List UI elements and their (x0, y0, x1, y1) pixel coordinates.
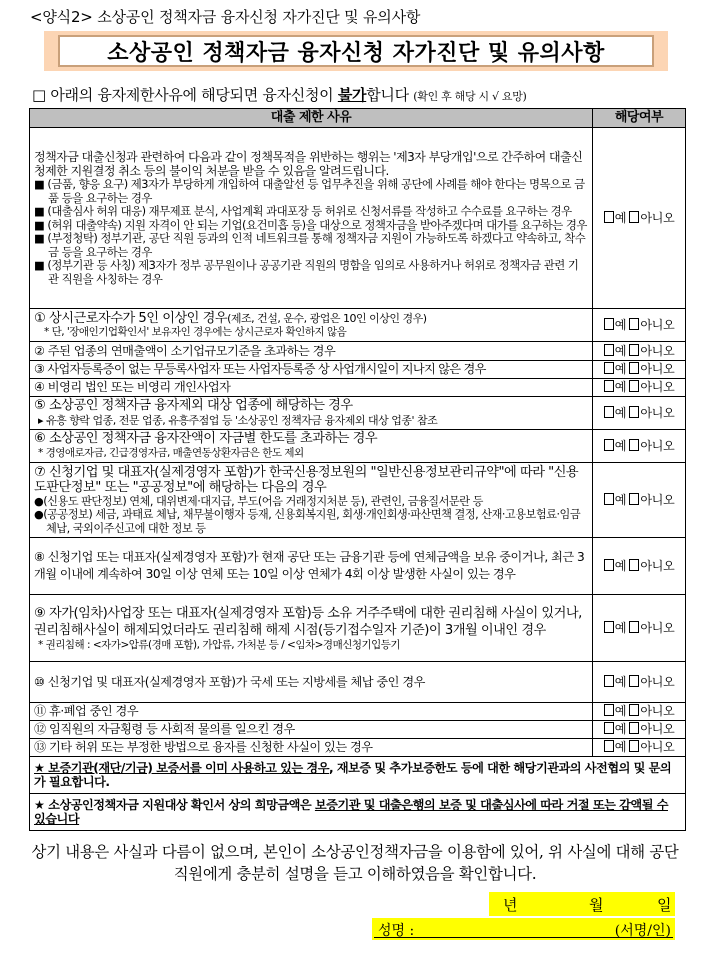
no-label: 아니오 (640, 620, 675, 635)
sign-label: 성명 : (378, 923, 415, 939)
yes-no-cell (593, 379, 686, 397)
yes-label: 예 (614, 492, 627, 507)
yes-checkbox[interactable] (604, 704, 614, 716)
reason-9 (30, 595, 593, 662)
no-checkbox[interactable] (629, 406, 639, 418)
no-checkbox[interactable] (629, 344, 639, 356)
no-checkbox[interactable] (629, 493, 639, 505)
notice-guarantee-underlined: ★ 보증기관(재단/기금) 보증서를 이미 사용하고 있는 경우 (34, 760, 329, 775)
no-label: 아니오 (640, 362, 675, 377)
no-label: 아니오 (640, 722, 675, 737)
table-row (30, 662, 686, 703)
no-checkbox[interactable] (629, 559, 639, 571)
yes-checkbox[interactable] (604, 493, 614, 505)
yes-label: 예 (614, 438, 627, 453)
reason-4: ④ 비영리 법인 또는 비영리 개인사업자 (30, 379, 593, 397)
header-reason: 대출 제한 사유 (30, 109, 593, 128)
yes-checkbox[interactable] (604, 318, 614, 330)
signature-field[interactable] (372, 918, 675, 940)
confirm-statement: 상기 내용은 사실과 다름이 없으며, 본인이 소상공인정책자금을 이용함에 있어, 위 사실에 대해 공단 직원에게 충분히 설명을 듣고 이해하였음을 확인합니다. (31, 843, 679, 883)
reason-7-main: ⑦ 신청기업 및 대표자(실제경영자 포함)가 한국신용정보원의 "일반신용정보관리규약"에 따라 "신용도판단정보" 또는 "공공정보"에 해당하는 다음의 경우 (34, 464, 579, 495)
reason-6-main: ⑥ 소상공인 정책자금 융자잔액이 자금별 한도를 초과하는 경우 (34, 431, 378, 447)
no-checkbox[interactable] (629, 704, 639, 716)
form-label: <양식2> 소상공인 정책자금 융자신청 자가진단 및 유의사항 (30, 8, 421, 26)
reason-9-main: ⑨ 자가(임차)사업장 또는 대표자(실제경영자 포함)등 소유 거주주택에 대한 권리침해 사실이 있거나, 권리침해사실이 해제되었더라도 권리침해 해제 시점(등기접수일자 기준)이 3개월 이내인 경우 (34, 605, 582, 638)
yes-label: 예 (614, 343, 627, 358)
table-header-row (30, 109, 686, 128)
reason-13: ⑬ 기타 허위 또는 부정한 방법으로 융자를 신청한 사실이 있는 경우 (30, 739, 593, 757)
sign-tail: (서명/인) (614, 923, 671, 939)
yes-no-cell (593, 342, 686, 361)
no-checkbox[interactable] (629, 740, 639, 752)
reason-3: ③ 사업자등록증이 없는 무등록사업자 또는 사업자등록증 상 사업개시일이 지나지 않은 경우 (30, 361, 593, 379)
no-label: 아니오 (640, 740, 675, 755)
notice-suffix: 합니다 (366, 86, 414, 104)
table-row (30, 757, 686, 794)
no-checkbox[interactable] (629, 380, 639, 392)
table-row (30, 342, 686, 361)
no-label: 아니오 (640, 317, 675, 332)
notice-guarantee-rest: , 재보증 및 추가보증한도 등에 대한 해당기관과의 사전협의 및 문의가 필요합니다. (34, 760, 672, 789)
yes-checkbox[interactable] (604, 675, 614, 687)
yes-no-cell (593, 430, 686, 463)
table-row (30, 128, 686, 309)
table-row (30, 739, 686, 757)
no-checkbox[interactable] (629, 621, 639, 633)
reason-5 (30, 397, 593, 430)
yes-checkbox[interactable] (604, 362, 614, 374)
reason-1-tail: (제조, 건설, 운수, 광업은 10인 이상인 경우) (227, 311, 427, 325)
no-checkbox[interactable] (629, 722, 639, 734)
reason-5-note: ▸ 유흥 향락 업종, 전문 업종, 유흥주점업 등 '소상공인 정책자금 융자제외 대상 업종' 참조 (38, 413, 438, 427)
title-banner (44, 31, 668, 71)
yes-checkbox[interactable] (604, 439, 614, 451)
yes-label: 예 (614, 704, 627, 719)
header-applicable: 해당여부 (593, 109, 686, 128)
yes-label: 예 (614, 722, 627, 737)
reason-7-item: ●(신용도 판단정보) 연체, 대위변제·대지급, 부도(어음 거래정지처분 등), 관련인, 금융질서문란 등 (34, 494, 483, 508)
no-label: 아니오 (640, 343, 675, 358)
date-month: 월 (589, 896, 604, 914)
table-row (30, 361, 686, 379)
no-label: 아니오 (640, 380, 675, 395)
intro-text: 정책자금 대출신청과 관련하여 다음과 같이 정책목적을 위반하는 행위는 '제3자 부당개입'으로 간주하여 대출신청제한 지원결정 취소 등의 불이익 처분을 받을 수 있음을 알려드립니다. (34, 149, 583, 178)
date-field[interactable] (489, 892, 675, 916)
yes-checkbox[interactable] (604, 740, 614, 752)
intro-cell (30, 128, 593, 309)
sign-line (374, 937, 673, 938)
table-row (30, 379, 686, 397)
yes-label: 예 (614, 558, 627, 573)
reason-2: ② 주된 업종의 연매출액이 소기업규모기준을 초과하는 경우 (30, 342, 593, 361)
notice-small: (확인 후 해당 시 √ 요망) (413, 90, 527, 103)
intro-item: ■ (금품, 향응 요구) 제3자가 부당하게 개입하여 대출알선 등 업무추진을 위해 공단에 사례를 해야 한다는 명목으로 금품 등을 요구하는 경우 (34, 177, 585, 205)
table-row (30, 397, 686, 430)
reason-7 (30, 463, 593, 538)
notice-amount-lead: ★ 소상공인정책자금 지원대상 확인서 상의 희망금액은 (34, 797, 315, 812)
table-row (30, 721, 686, 739)
reason-8: ⑧ 신청기업 또는 대표자(실제경영자 포함)가 현재 공단 또는 금융기관 등에 연체금액을 보유 중이거나, 최근 3개월 이내에 계속하여 30일 이상 연체 또는 10일 이상 연체가 4회 이상 발생한 사실이 있는 경우 (30, 538, 593, 595)
intro-item: ■ (대출심사 허위 대응) 재무제표 분식, 사업계획 과대포장 등 허위로 신청서류를 작성하고 수수료를 요구하는 경우 (34, 204, 572, 219)
reason-7-item: ●(공공정보) 세금, 과태료 체납, 채무불이행자 등재, 신용회복지원, 회생·개인회생·파산면책 결정, 산재·고용보험료·임금 체납, 국외이주신고에 대한 정보 등 (34, 508, 581, 535)
yes-no-cell (593, 662, 686, 703)
no-label: 아니오 (640, 674, 675, 689)
reason-1-note: * 단, '장애인기업확인서' 보유자인 경우에는 상시근로자 확인하지 않음 (44, 326, 347, 339)
no-checkbox[interactable] (629, 318, 639, 330)
yes-label: 예 (614, 380, 627, 395)
notice-prefix: □ 아래의 융자제한사유에 해당되면 융자신청이 (32, 86, 338, 104)
table-row (30, 703, 686, 721)
page-title: 소상공인 정책자금 융자신청 자가진단 및 유의사항 (58, 35, 654, 67)
yes-no-cell (593, 595, 686, 662)
no-checkbox[interactable] (629, 439, 639, 451)
notice-amount-underlined: 보증기관 및 대출은행의 보증 및 대출심사에 따라 거절 또는 감액될 수 있습니다 (34, 797, 668, 826)
table-row (30, 463, 686, 538)
reason-1-main: ① 상시근로자수가 5인 이상인 경우 (34, 310, 228, 326)
yes-no-cell (593, 309, 686, 342)
yes-checkbox[interactable] (604, 344, 614, 356)
no-checkbox[interactable] (629, 211, 639, 223)
table-row (30, 794, 686, 831)
intro-item: ■ (정부기관 등 사칭) 제3자가 정부 공무원이나 공공기관 직원의 명함을 임의로 사용하거나 허위로 정책자금 관련 기관 직원을 사칭하는 경우 (34, 258, 579, 286)
reason-5-main: ⑤ 소상공인 정책자금 융자제외 대상 업종에 해당하는 경우 (34, 398, 353, 414)
reason-6-note: * 경영애로자금, 긴급경영자금, 매출연동상환자금은 한도 제외 (38, 446, 304, 459)
notice-amount (30, 794, 686, 831)
no-label: 아니오 (640, 210, 675, 225)
yes-checkbox[interactable] (604, 211, 614, 223)
yes-checkbox[interactable] (604, 380, 614, 392)
table-row (30, 309, 686, 342)
reason-6 (30, 430, 593, 463)
yes-no-cell (593, 463, 686, 538)
yes-no-cell (593, 361, 686, 379)
notice-guarantee (30, 757, 686, 794)
intro-item: ■ (부정청탁) 정부기관, 공단 직원 등과의 인적 네트워크를 통해 정책자금 지원이 가능하도록 하겠다고 약속하고, 착수금 등을 요구하는 경우 (34, 231, 586, 259)
yes-checkbox[interactable] (604, 722, 614, 734)
yes-checkbox[interactable] (604, 406, 614, 418)
restriction-table (29, 108, 686, 831)
yes-no-cell (593, 739, 686, 757)
reason-12: ⑫ 임직원의 자금횡령 등 사회적 물의를 일으킨 경우 (30, 721, 593, 739)
yes-label: 예 (614, 317, 627, 332)
yes-no-cell (593, 703, 686, 721)
no-label: 아니오 (640, 438, 675, 453)
yes-no-cell (593, 721, 686, 739)
no-label: 아니오 (640, 558, 675, 573)
no-checkbox[interactable] (629, 675, 639, 687)
yes-checkbox[interactable] (604, 559, 614, 571)
no-label: 아니오 (640, 405, 675, 420)
table-row (30, 595, 686, 662)
notice-line (32, 84, 527, 105)
intro-item: ■ (허위 대출약속) 지원 자격이 안 되는 기업(요건미흡 등)을 대상으로 정책자금을 받아주겠다며 대가를 요구하는 경우 (34, 217, 587, 232)
reason-11: ⑪ 휴·폐업 중인 경우 (30, 703, 593, 721)
reason-9-note: * 권리침해 : <자가>압류(경매 포함), 가압류, 가처분 등 / <임차>경매신청기입등기 (38, 638, 401, 651)
table-row (30, 430, 686, 463)
yes-label: 예 (614, 405, 627, 420)
table-row (30, 538, 686, 595)
yes-no-cell (593, 128, 686, 309)
no-label: 아니오 (640, 492, 675, 507)
yes-no-cell (593, 397, 686, 430)
reason-10: ⑩ 신청기업 및 대표자(실제경영자 포함)가 국세 또는 지방세를 체납 중인 경우 (30, 662, 593, 703)
yes-no-cell (593, 538, 686, 595)
date-day: 일 (657, 896, 672, 914)
yes-label: 예 (614, 362, 627, 377)
no-label: 아니오 (640, 704, 675, 719)
yes-label: 예 (614, 620, 627, 635)
no-checkbox[interactable] (629, 362, 639, 374)
notice-strong: 불가 (337, 86, 367, 104)
yes-label: 예 (614, 210, 627, 225)
yes-label: 예 (614, 674, 627, 689)
date-year: 년 (503, 896, 518, 914)
yes-checkbox[interactable] (604, 621, 614, 633)
reason-1 (30, 309, 593, 342)
yes-label: 예 (614, 740, 627, 755)
